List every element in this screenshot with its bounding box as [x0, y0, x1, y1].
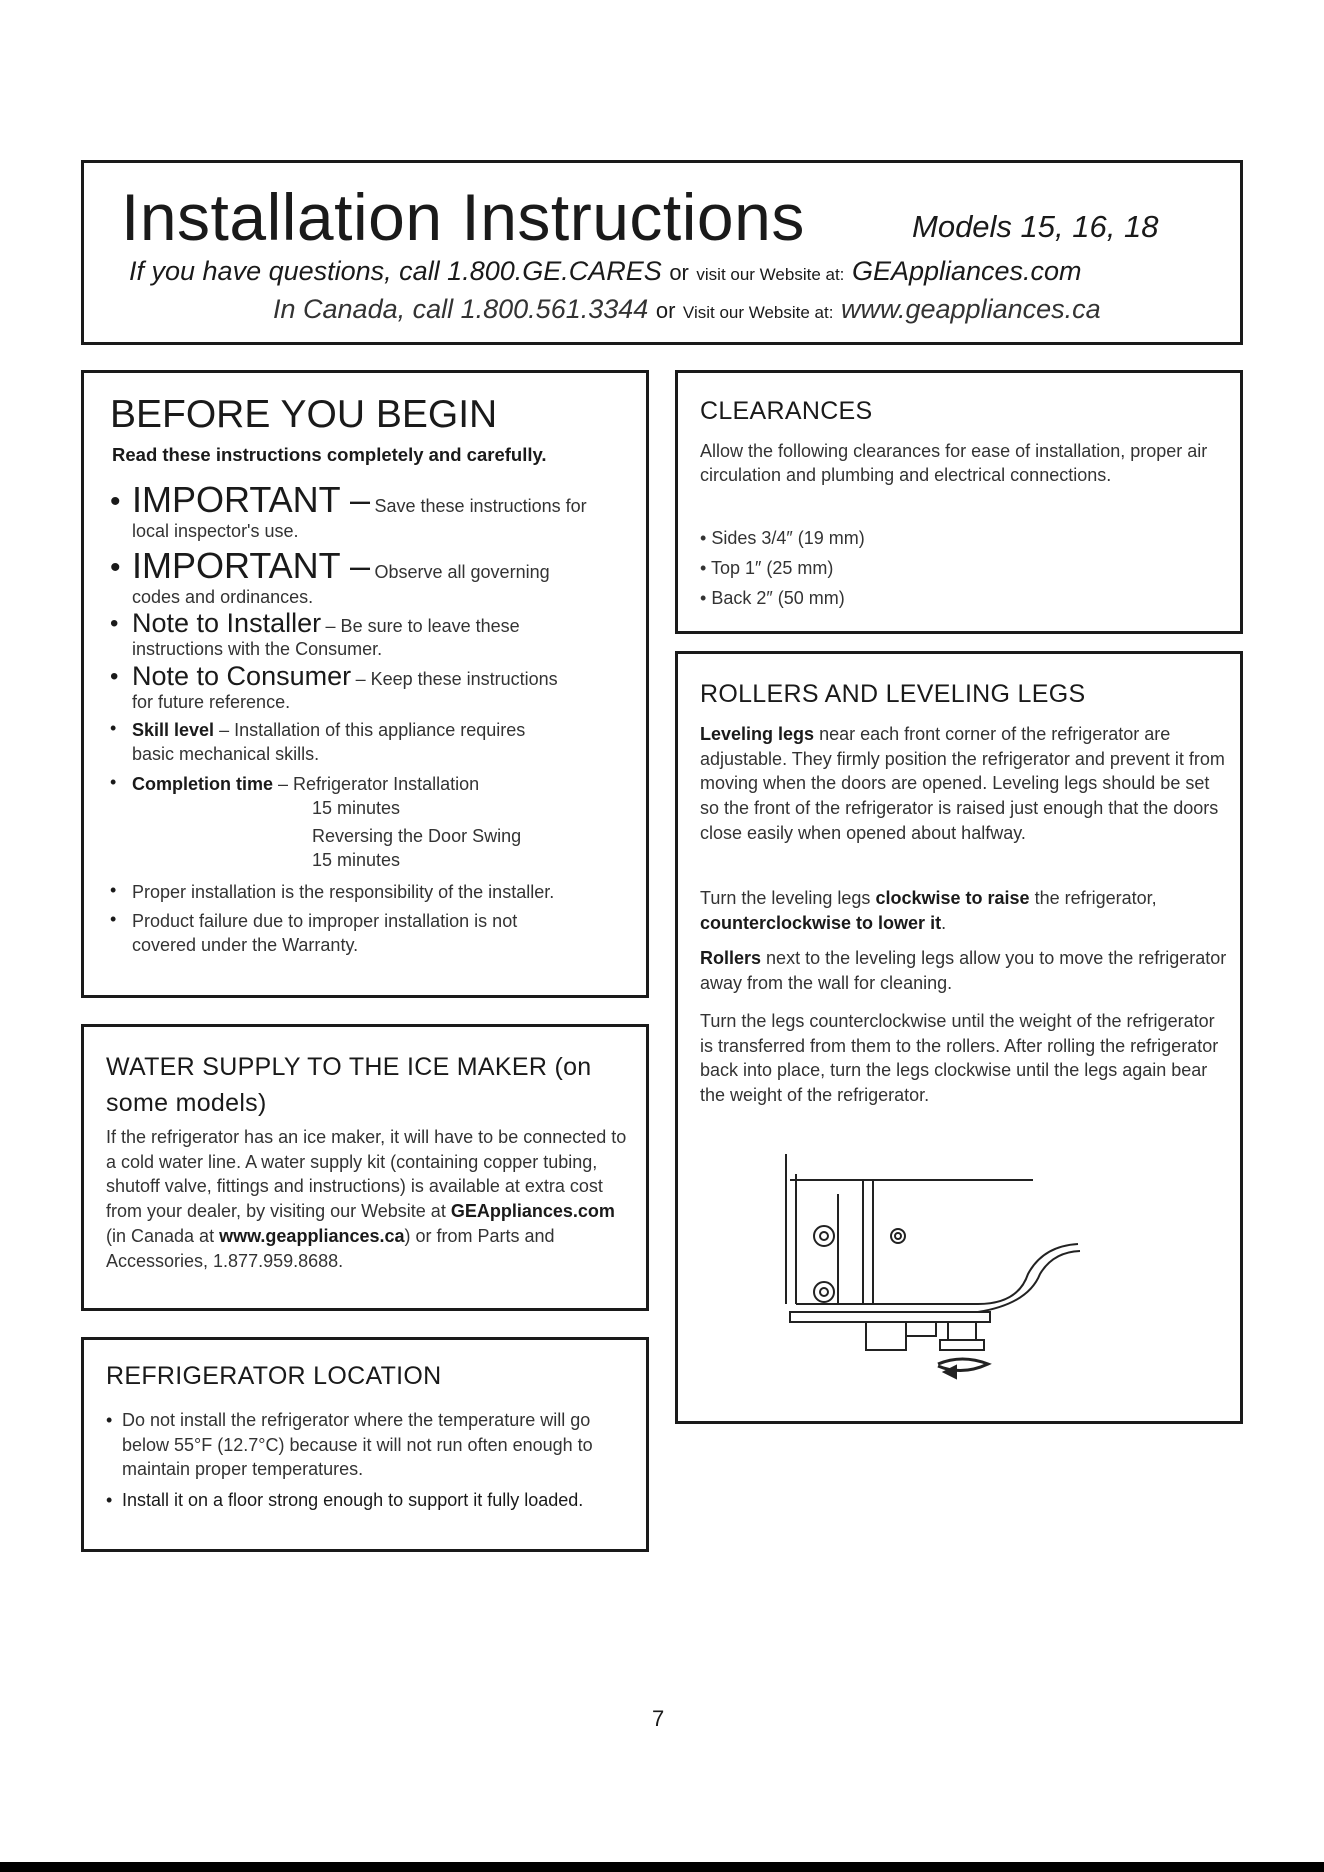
section-intro: Allow the following clearances for ease of installation, proper air circulation and plumbing and electrical connections.: [700, 441, 1208, 485]
models-label: Models 15, 16, 18: [912, 209, 1159, 244]
bold-term: Rollers: [700, 948, 762, 968]
header-box: [81, 160, 1243, 345]
skill-heading: Skill level: [132, 720, 215, 740]
item-text: – Refrigerator Installation: [278, 774, 480, 794]
list-item: • Do not install the refrigerator where the temperature will go below 55°F (12.7°C) because it will not run often enough to maintain proper temperatures.: [106, 1408, 596, 1482]
paragraph-text: near each front corner of the refrigerator are adjustable. They firmly position the refrigerator and prevent it from moving when the doors are opened. Leveling legs should be set so the front of the refrigerator is raised just enough that the doors close easily when opened about halfway.: [700, 724, 1225, 843]
item-text-cont: basic mechanical skills.: [132, 744, 320, 764]
item-text-cont: codes and ordinances.: [132, 587, 314, 607]
paragraph-text: Turn the leveling legs: [700, 888, 871, 908]
paragraph-text: ) or from Parts and Accessories, 1.877.959.8688.: [106, 1225, 555, 1271]
list-item: • Install it on a floor strong enough to support it fully loaded.: [106, 1488, 596, 1513]
canada-website-link[interactable]: www.geappliances.ca: [840, 294, 1101, 324]
bold-term: Leveling legs: [700, 724, 815, 744]
list-item: • Back 2″ (50 mm): [700, 588, 845, 608]
paragraph-text: the refrigerator,: [1034, 888, 1157, 908]
or-text: or: [669, 260, 689, 285]
item-text: Install it on a floor strong enough to support it fully loaded.: [122, 1490, 584, 1511]
clearances-section: [675, 370, 1243, 634]
item-text-cont: local inspector's use.: [132, 521, 299, 541]
item-text-cont: covered under the Warranty.: [132, 935, 359, 955]
list-item: • Product failure due to improper installation is not covered under the Warranty.: [110, 909, 630, 957]
list-item: • Note to Consumer – Keep these instructions for future reference.: [110, 661, 630, 713]
canada-contact-line: [273, 294, 1101, 325]
clearance-back: Back 2″ (50 mm): [711, 588, 845, 608]
before-you-begin-section: [81, 370, 649, 998]
clearance-top: Top 1″ (25 mm): [710, 558, 834, 578]
canada-call-text: In Canada, call 1.800.561.3344: [273, 294, 649, 324]
item-text: Do not install the refrigerator where the temperature will go below 55°F (12.7°C) because it will not run often enough to maintain proper temperatures.: [122, 1410, 593, 1480]
item-text: – Be sure to leave these: [325, 616, 520, 636]
item-text: Save these instructions for: [374, 496, 587, 516]
us-contact-line: [129, 256, 1082, 287]
bottom-rule: [0, 1862, 1324, 1872]
us-website-link[interactable]: GEAppliances.com: [851, 256, 1082, 286]
visit-text: Visit our Website at:: [682, 303, 834, 322]
paragraph: [700, 722, 1228, 846]
completion-heading: Completion time: [132, 774, 274, 794]
leveling-leg-illustration: [778, 1154, 1118, 1399]
item-text: – Installation of this appliance requires: [219, 720, 526, 740]
visit-text: visit our Website at:: [696, 265, 845, 284]
section-title: [106, 1049, 634, 1121]
page-title: Installation Instructions: [121, 180, 805, 254]
important-heading: IMPORTANT –: [132, 545, 371, 586]
paragraph-text: If the refrigerator has an ice maker, it will have to be connected to a cold water line. A water supply kit (containing copper tubing, shutoff valve, fittings and instructions) is available at extra cost from your dealer, by visiting our Website at: [106, 1127, 627, 1222]
time-value: 15 minutes: [312, 850, 401, 870]
list-item: • Top 1″ (25 mm): [700, 558, 834, 578]
paragraph-text: .: [941, 912, 947, 933]
rollers-leveling-section: [675, 651, 1243, 1424]
bold-term: counterclockwise to lower it: [700, 912, 942, 933]
item-text: Reversing the Door Swing: [312, 826, 522, 846]
title-text: (on: [554, 1053, 592, 1081]
paragraph: [700, 886, 1228, 935]
or-text: or: [655, 298, 676, 323]
item-text-cont: instructions with the Consumer.: [132, 639, 383, 659]
item-text: Product failure due to improper installation is not: [132, 911, 518, 931]
section-intro: Read these instructions completely and carefully.: [112, 444, 547, 465]
list-item: • IMPORTANT – Save these instructions for local inspector's use.: [110, 479, 630, 542]
paragraph: [700, 946, 1228, 995]
section-title: ROLLERS AND LEVELING LEGS: [700, 680, 1086, 708]
item-text: – Keep these instructions: [355, 669, 558, 689]
title-text: some models): [106, 1089, 267, 1117]
note-heading: Note to Consumer: [132, 661, 352, 691]
list-item: • Skill level – Installation of this appliance requires basic mechanical skills.: [110, 718, 630, 766]
paragraph-text: next to the leveling legs allow you to move the refrigerator away from the wall for cleaning.: [700, 948, 1227, 993]
list-item: • Proper installation is the responsibility of the installer.: [110, 880, 630, 904]
title-text: WATER SUPPLY TO THE ICE MAKER: [106, 1053, 548, 1081]
item-text: Observe all governing: [374, 562, 550, 582]
list-item: • Sides 3/4″ (19 mm): [700, 528, 865, 548]
section-title: CLEARANCES: [700, 397, 873, 425]
bold-term: clockwise to raise: [875, 888, 1030, 908]
water-supply-section: [81, 1024, 649, 1311]
refrigerator-location-section: [81, 1337, 649, 1552]
item-text-cont: for future reference.: [132, 692, 291, 712]
paragraph: [106, 1125, 634, 1273]
note-heading: Note to Installer: [132, 608, 322, 638]
paragraph-text: (in Canada at: [106, 1225, 215, 1246]
time-value: 15 minutes: [312, 798, 401, 818]
list-item: • IMPORTANT – Observe all governing codes and ordinances.: [110, 545, 630, 608]
clearance-list: [700, 523, 1228, 613]
section-title: REFRIGERATOR LOCATION: [106, 1362, 442, 1390]
location-list: [106, 1408, 596, 1513]
page-number: 7: [652, 1706, 665, 1731]
us-call-text: If you have questions, call 1.800.GE.CARES: [129, 256, 662, 286]
paragraph: Turn the legs counterclockwise until the weight of the refrigerator is transferred from them to the rollers. After rolling the refrigerator back into place, turn the legs clockwise until the legs again bear the weight of the refrigerator.: [700, 1011, 1219, 1106]
list-item: • Completion time – Refrigerator Installation 15 minutes Reversing the Door Swing 15 minutes: [110, 772, 630, 872]
important-heading: IMPORTANT –: [132, 479, 371, 520]
item-text: Proper installation is the responsibility of the installer.: [132, 882, 555, 902]
section-title: BEFORE YOU BEGIN: [110, 393, 498, 436]
list-item: • Note to Installer – Be sure to leave these instructions with the Consumer.: [110, 608, 630, 660]
website-link[interactable]: GEAppliances.com: [450, 1201, 615, 1222]
website-link[interactable]: www.geappliances.ca: [219, 1225, 405, 1246]
clearance-sides: Sides 3/4″ (19 mm): [711, 528, 865, 548]
